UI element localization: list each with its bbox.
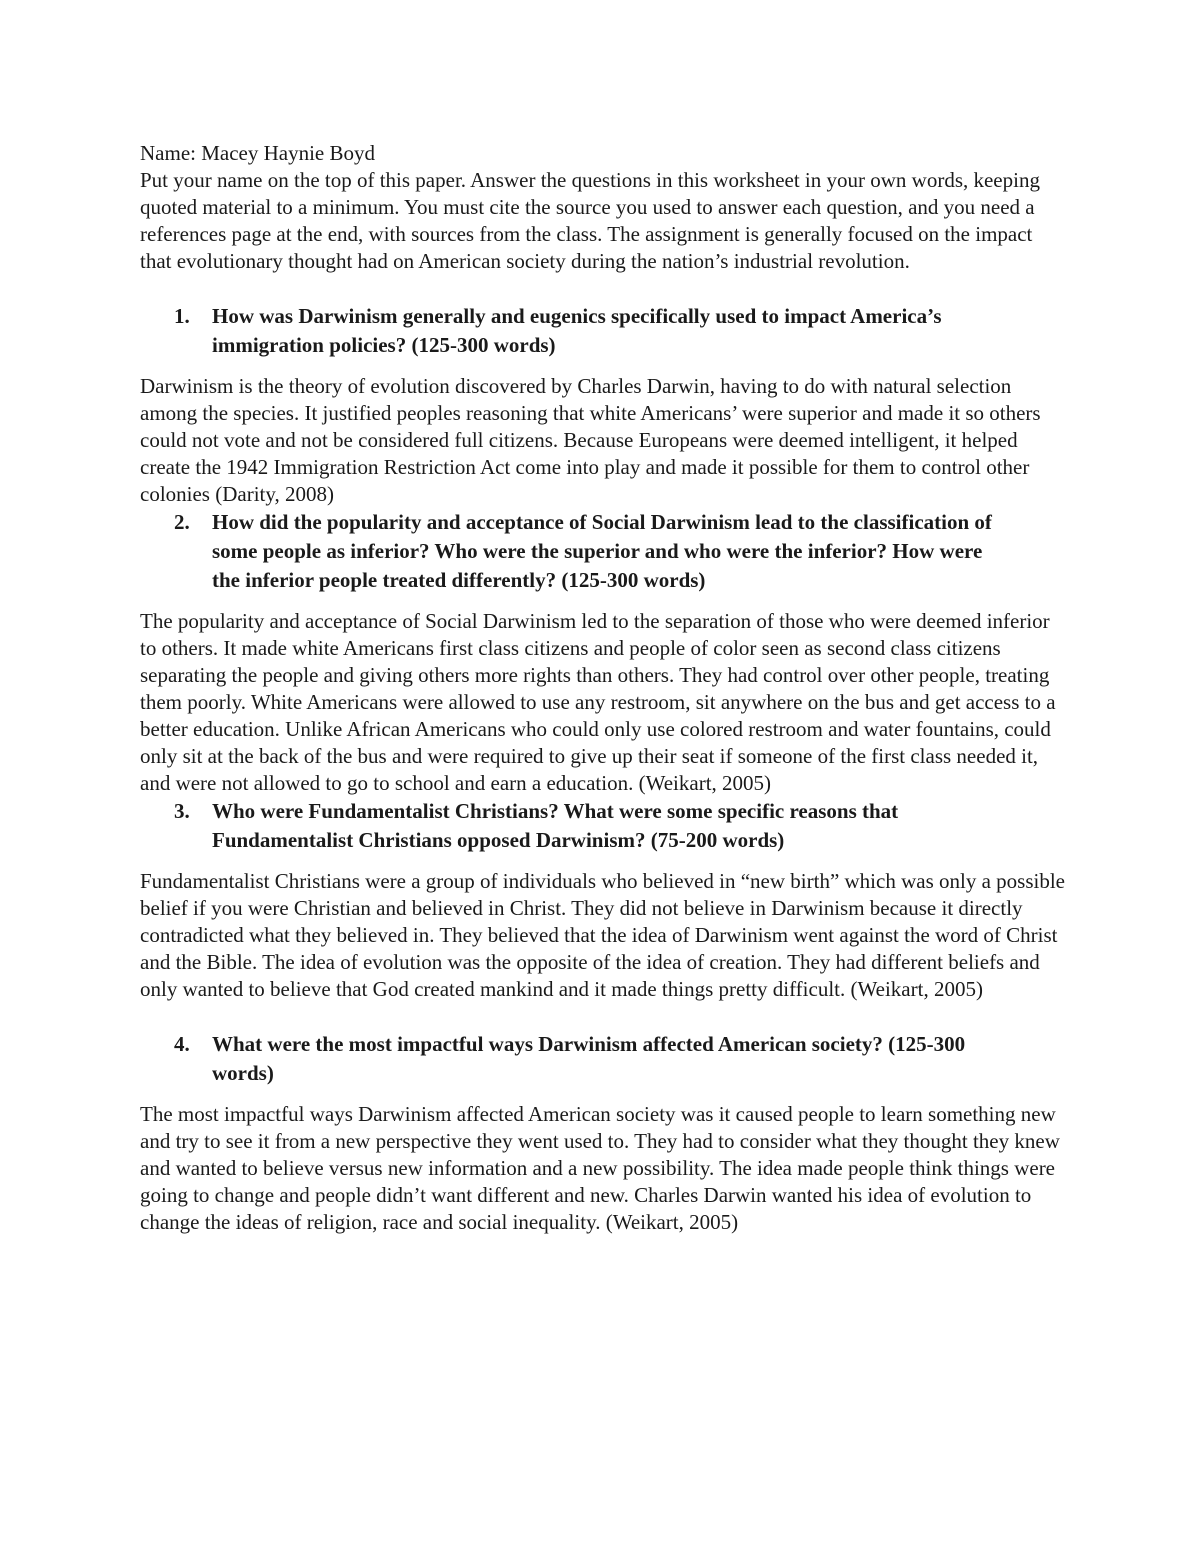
answer-1: Darwinism is the theory of evolution discovered by Charles Darwin, having to do with natural selection among the species. It justified peoples reasoning that white Americans’ were superior and made it so others could not vote and not be considered full citizens. Because Europeans were deemed intelligent, it helped create the 1942 Immigration Restriction Act come into play and made it possible for them to control other colonies (Darity, 2008): [140, 374, 1041, 506]
question-text: What were the most impactful ways Darwinism affected American society? (125-300 words): [212, 1032, 966, 1085]
document-page: [140, 140, 1065, 1236]
instructions-paragraph: Put your name on the top of this paper. Answer the questions in this worksheet in your own words, keeping quoted material to a minimum. You must cite the source you used to answer each question, and you need a references page at the end, with sources from the class. The assignment is generally focused on the impact that evolutionary thought had on American society during the nation’s industrial revolution.: [140, 168, 1040, 273]
question-4: [140, 1030, 1065, 1088]
question-2: [140, 508, 1065, 595]
answer-3: Fundamentalist Christians were a group of individuals who believed in “new birth” which was only a possible belief if you were Christian and believed in Christ. They did not believe in Darwinism because it directly contradicted what they believed in. They believed that the idea of Darwinism went against the word of Christ and the Bible. The idea of evolution was the opposite of the idea of creation. They had different beliefs and only wanted to believe that God created mankind and it made things pretty difficult. (Weikart, 2005): [140, 869, 1065, 1001]
student-name-line: Name: Macey Haynie Boyd: [140, 141, 376, 165]
question-text: Who were Fundamentalist Christians? What were some specific reasons that Fundamentalist Christians opposed Darwinism? (75-200 words): [212, 799, 899, 852]
question-number: 1.: [174, 304, 190, 328]
question-1: [140, 302, 1065, 360]
answer-2: The popularity and acceptance of Social Darwinism led to the separation of those who were deemed inferior to others. It made white Americans first class citizens and people of color seen as second class citizens separating the people and giving others more rights than others. They had control over other people, treating them poorly. White Americans were allowed to use any restroom, sit anywhere on the bus and get access to a better education. Unlike African Americans who could only use colored restroom and water fountains, could only sit at the back of the bus and were required to give up their seat if someone of the first class needed it, and were not allowed to go to school and earn a education. (Weikart, 2005): [140, 609, 1056, 795]
question-text: How was Darwinism generally and eugenics specifically used to impact America’s immigration policies? (125-300 words): [212, 304, 942, 357]
question-number: 3.: [174, 799, 190, 823]
question-number: 4.: [174, 1032, 190, 1056]
question-3: [140, 797, 1065, 855]
answer-4: The most impactful ways Darwinism affected American society was it caused people to learn something new and try to see it from a new perspective they went used to. They had to consider what they thought they knew and wanted to believe versus new information and a new possibility. The idea made people think things were going to change and people didn’t want different and new. Charles Darwin wanted his idea of evolution to change the ideas of religion, race and social inequality. (Weikart, 2005): [140, 1102, 1060, 1234]
question-number: 2.: [174, 510, 190, 534]
question-text: How did the popularity and acceptance of Social Darwinism lead to the classification of some people as inferior? Who were the superior and who were the inferior? How were the inferior people treated differently? (125-300 words): [212, 510, 992, 592]
